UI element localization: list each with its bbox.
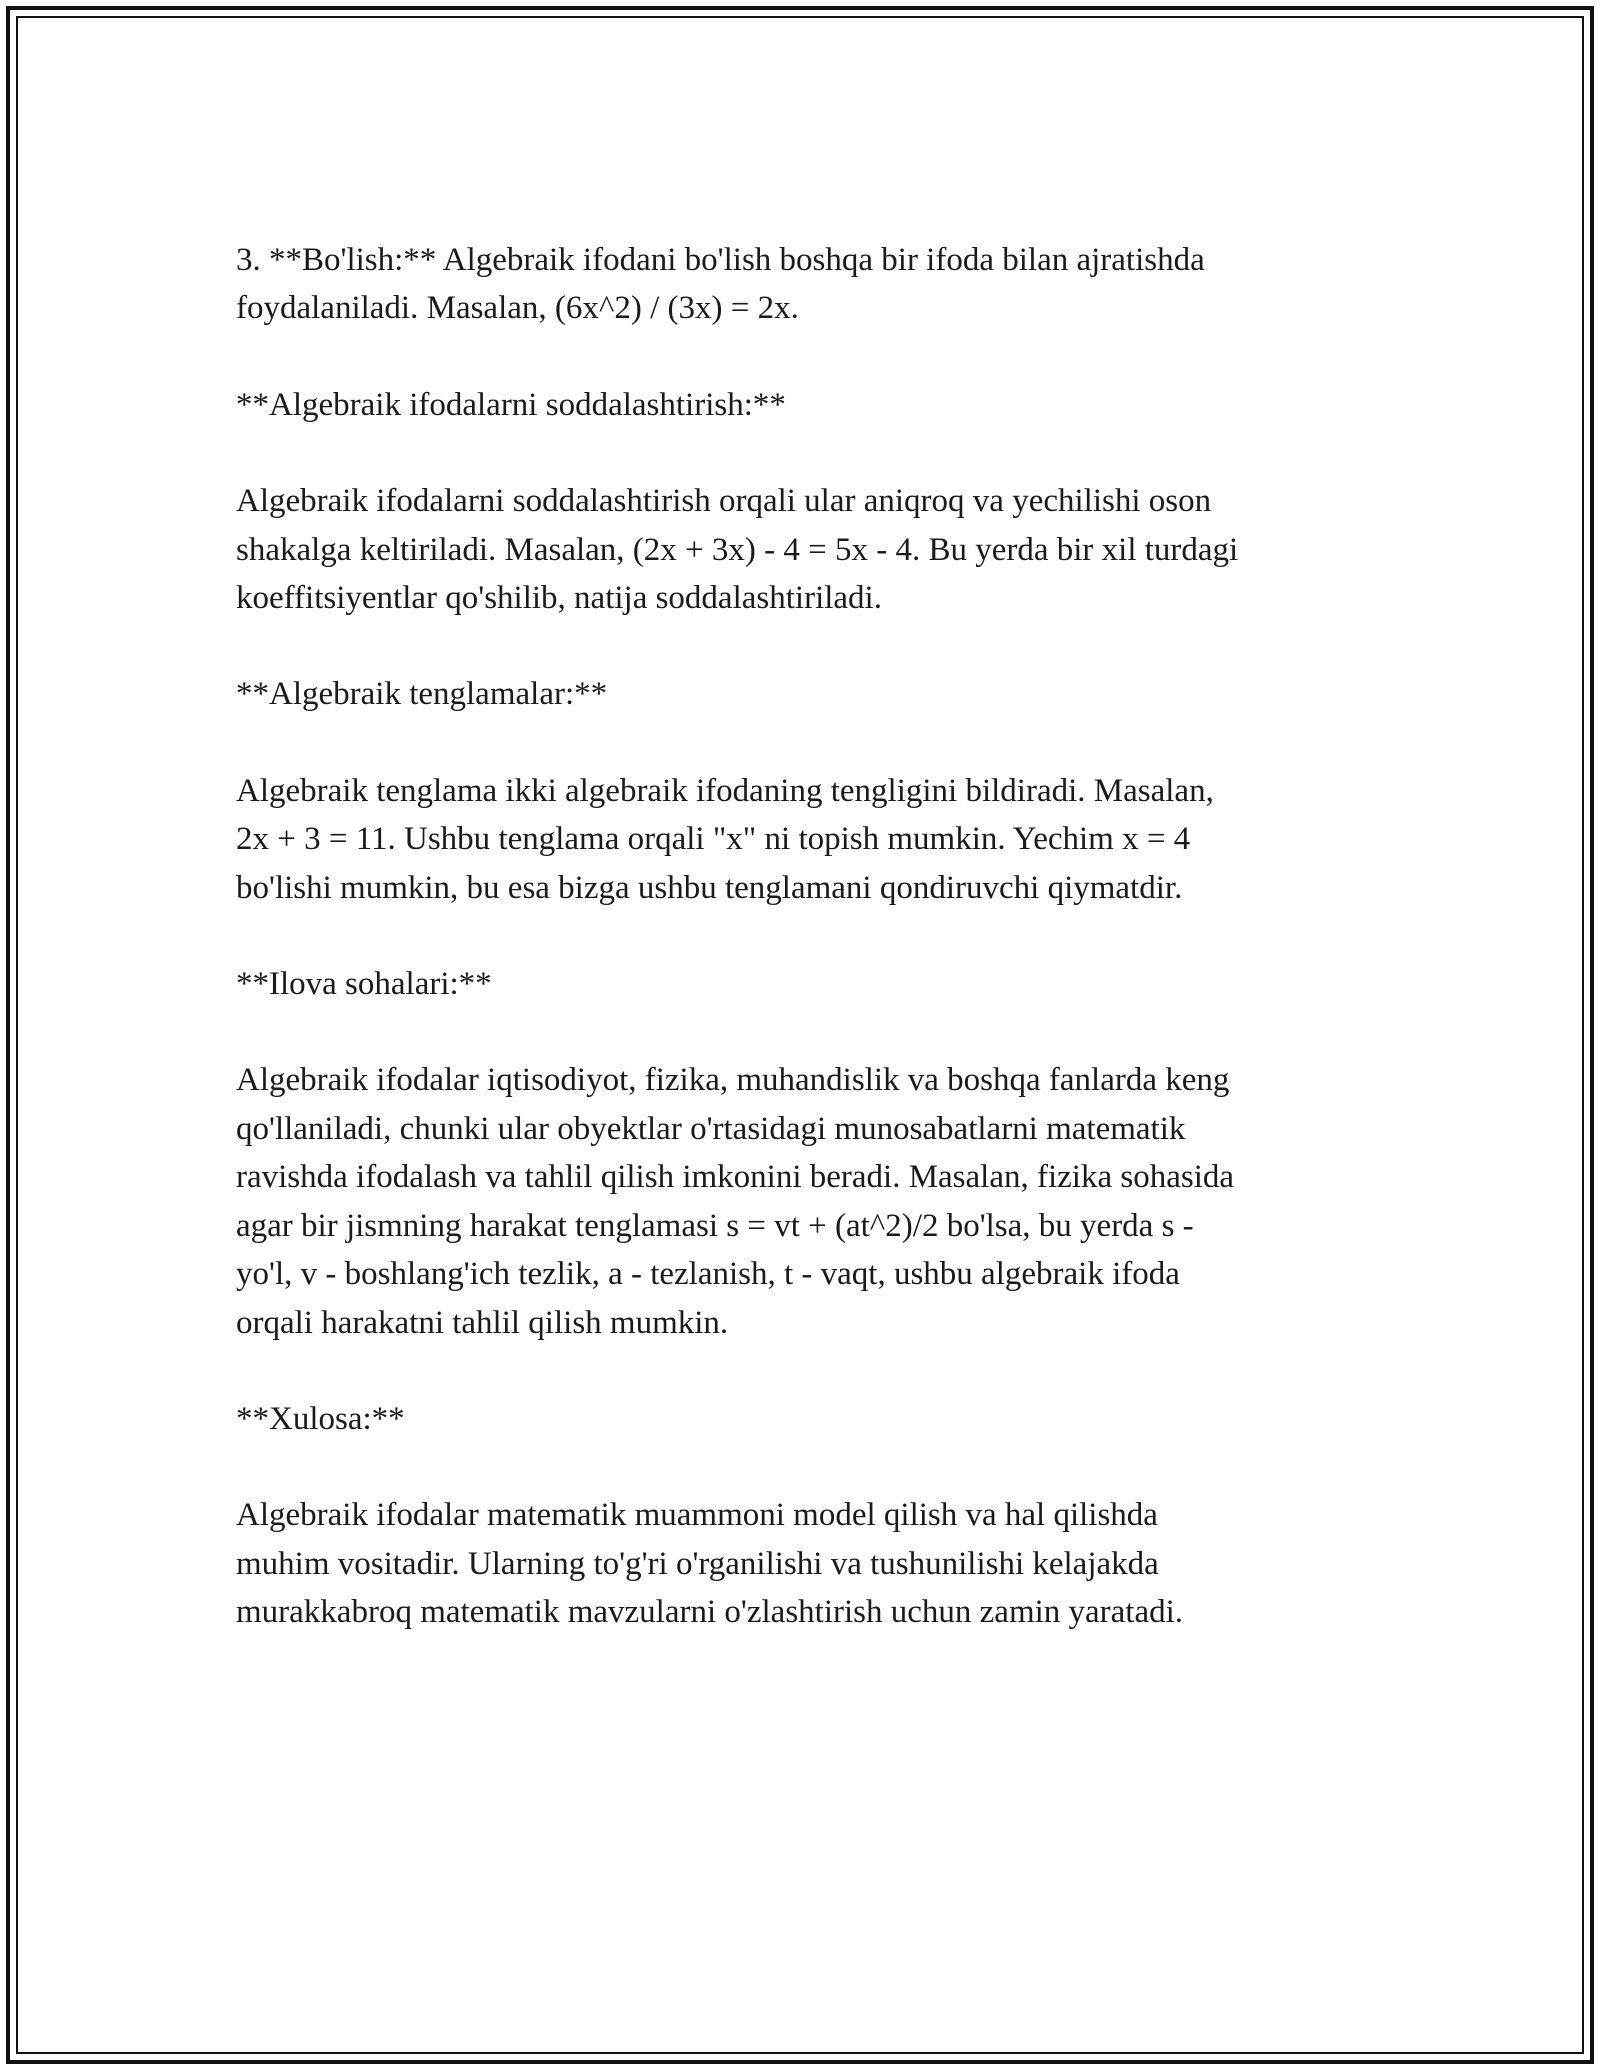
paragraph-equations: Algebraik tenglama ikki algebraik ifodaning tengligini bildiradi. Masalan, 2x + 3 = 11. Ushbu tenglama orqali "x" ni topish mumkin. Yechim x = 4 bo'lishi mumkin, bu esa bizga ushbu tenglamani qondiruvchi qiymatdir. — [236, 772, 1214, 906]
paragraph-simplification: Algebraik ifodalarni soddalashtirish orqali ular aniqroq va yechilishi oson shakalga keltiriladi. Masalan, (2x + 3x) - 4 = 5x - 4. Bu yerda bir xil turdagi koeffitsiyentlar qo'shilib, natija soddalashtiriladi. — [236, 483, 1239, 617]
paragraph-division: 3. **Bo'lish:** Algebraik ifodani bo'lish boshqa bir ifoda bilan ajratishda foydalaniladi. Masalan, (6x^2) / (3x) = 2x. — [236, 242, 1205, 327]
heading-simplification: **Algebraik ifodalarni soddalashtirish:** — [236, 386, 786, 423]
paragraph-conclusion: Algebraik ifodalar matematik muammoni model qilish va hal qilishda muhim vositadir. Ularning to'g'ri o'rganilishi va tushunilishi kelajakda murakkabroq matematik mavzularni o'zlashtirish uchun zamin yaratadi. — [236, 1497, 1184, 1631]
heading-conclusion: **Xulosa:** — [236, 1400, 405, 1437]
document-body — [236, 236, 1366, 1685]
heading-equations: **Algebraik tenglamalar:** — [236, 676, 608, 713]
paragraph-applications: Algebraik ifodalar iqtisodiyot, fizika, muhandislik va boshqa fanlarda keng qo'llaniladi, chunki ular obyektlar o'rtasidagi munosabatlarni matematik ravishda ifodalash va tahlil qilish imkonini beradi. Masalan, fizika sohasida agar bir jismning harakat tenglamasi s = vt + (at^2)/2 bo'lsa, bu yerda s - yo'l, v - boshlang'ich tezlik, a - tezlanish, t - vaqt, ushbu algebraik ifoda orqali harakatni tahlil qilish mumkin. — [236, 1062, 1235, 1341]
heading-applications: **Ilova sohalari:** — [236, 966, 492, 1003]
